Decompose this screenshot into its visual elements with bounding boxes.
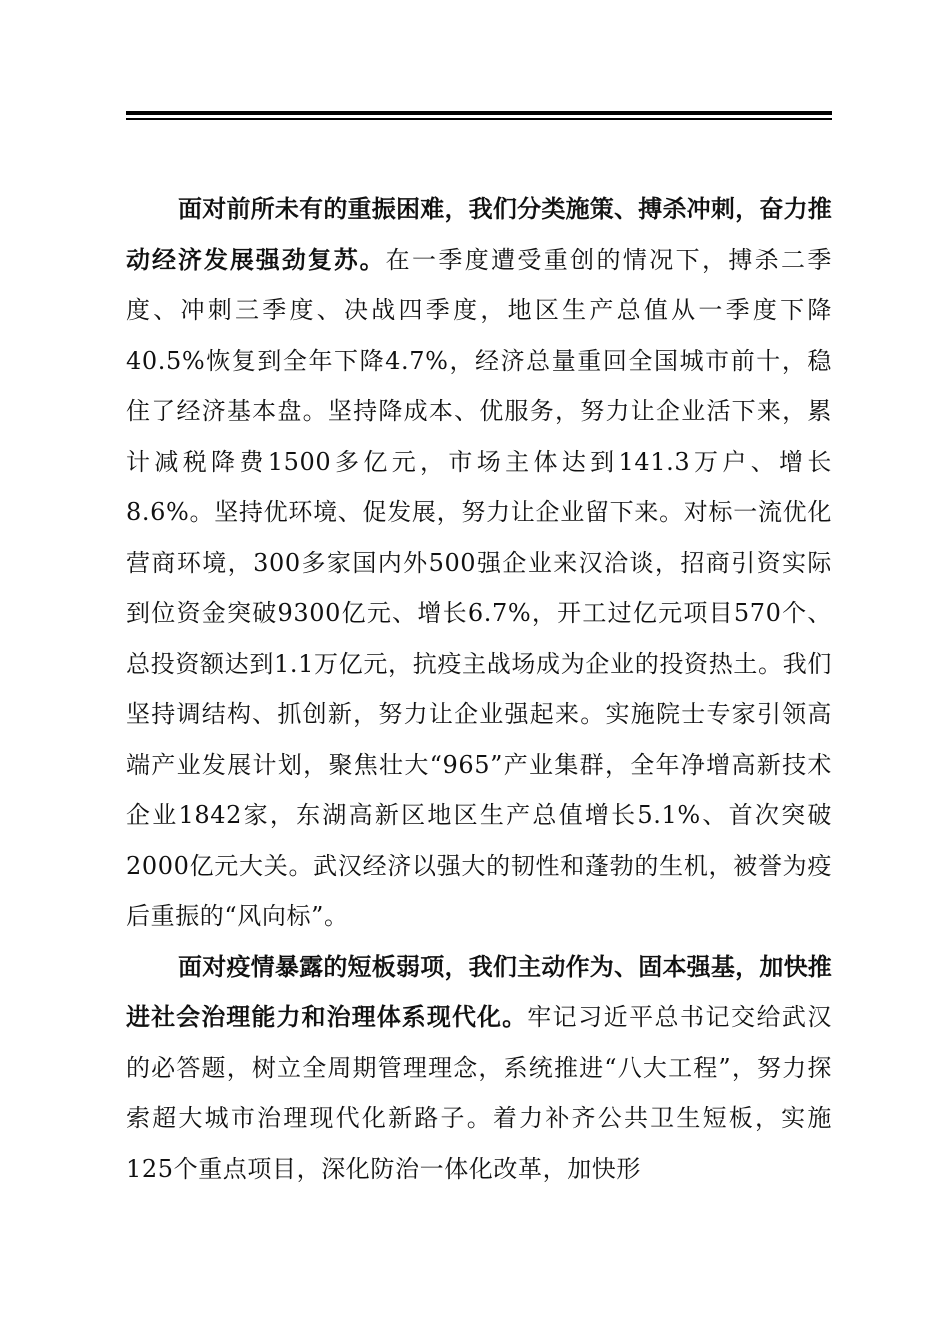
- paragraph-text: 牢记习近平总书记交给武汉的必答题，树立全周期管理理念，系统推进“八大工程”，努力探索超大城市治理现代化新路子。着力补齐公共卫生短板，实施125个重点项目，深化防治一体化改革，加快形: [126, 1003, 832, 1183]
- paragraph-lead: 面对前所未有的重振困难，我们分类施策、搏杀冲刺，奋力推动经济发展强劲复苏。: [126, 195, 832, 274]
- document-body: [126, 184, 832, 1194]
- paragraph-economy: [126, 184, 832, 942]
- paragraph-text: 在一季度遭受重创的情况下，搏杀二季度、冲刺三季度、决战四季度，地区生产总值从一季度下降40.5%恢复到全年下降4.7%，经济总量重回全国城市前十，稳住了经济基本盘。坚持降成本、优服务，努力让企业活下来，累计减税降费1500多亿元，市场主体达到141.3万户、增长8.6%。坚持优环境、促发展，努力让企业留下来。对标一流优化营商环境，300多家国内外500强企业来汉洽谈，招商引资实际到位资金突破9300亿元、增长6.7%，开工过亿元项目570个、总投资额达到1.1万亿元，抗疫主战场成为企业的投资热土。我们坚持调结构、抓创新，努力让企业强起来。实施院士专家引领高端产业发展计划，聚焦壮大“965”产业集群，全年净增高新技术企业1842家，东湖高新区地区生产总值增长5.1%、首次突破2000亿元大关。武汉经济以强大的韧性和蓬勃的生机，被誉为疫后重振的“风向标”。: [126, 245, 833, 930]
- paragraph-lead: 面对疫情暴露的短板弱项，我们主动作为、固本强基，加快推进社会治理能力和治理体系现代化。: [126, 952, 832, 1031]
- header-rule-thin: [126, 118, 832, 120]
- header-rule-thick: [126, 111, 832, 115]
- paragraph-governance: [126, 942, 832, 1195]
